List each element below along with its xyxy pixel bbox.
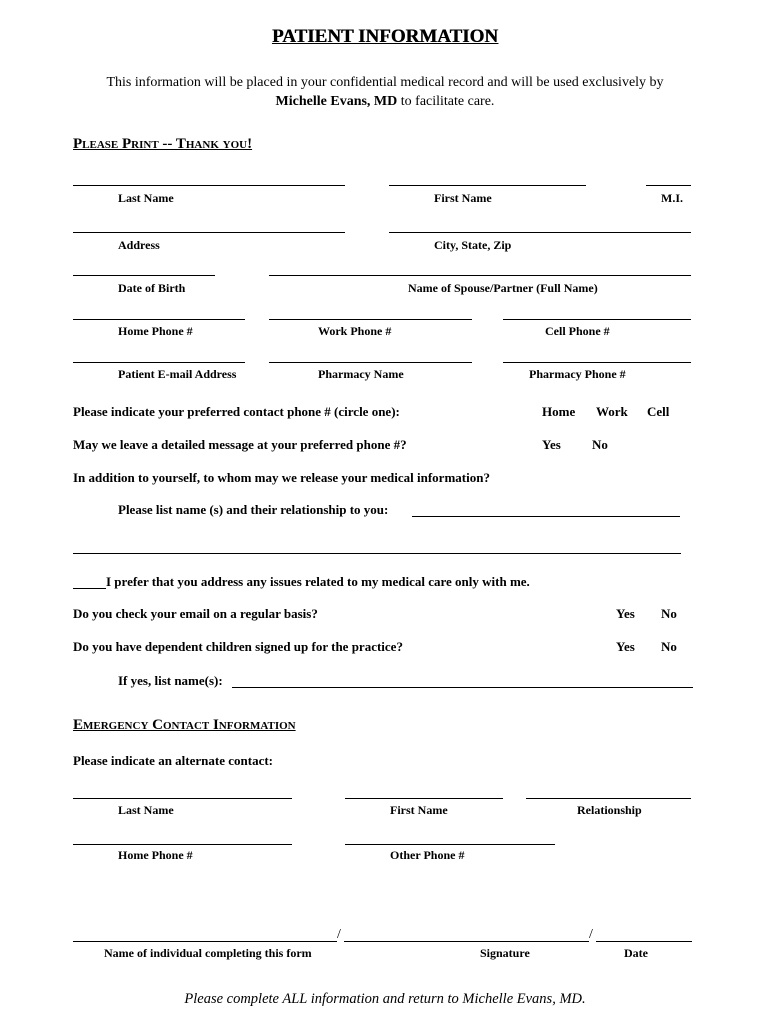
signature-field[interactable] (344, 941, 589, 942)
release-names-field-2[interactable] (73, 553, 681, 554)
home-phone-field[interactable] (73, 319, 245, 320)
doctor-name: Michelle Evans, MD (275, 94, 398, 109)
pharmacy-name-field[interactable] (269, 362, 472, 363)
alternate-contact-prompt: Please indicate an alternate contact: (73, 753, 274, 768)
children-names-field[interactable] (232, 687, 693, 688)
footer-instruction: Please complete ALL information and return to Michelle Evans, MD. (184, 991, 586, 1007)
intro-line2: to facilitate care. (397, 94, 495, 109)
pharmacy-phone-label: Pharmacy Phone # (529, 367, 626, 381)
emergency-other-phone-label: Other Phone # (390, 848, 465, 862)
signature-separator-2: / (589, 927, 593, 942)
leave-message-no[interactable]: No (592, 437, 608, 452)
email-field[interactable] (73, 362, 245, 363)
prefer-only-me-statement: I prefer that you address any issues related to my medical care only with me. (106, 574, 530, 589)
check-email-question: Do you check your email on a regular basis? (73, 606, 318, 621)
dependent-children-no[interactable]: No (661, 639, 677, 654)
emergency-relationship-label: Relationship (577, 803, 642, 817)
signature-separator-1: / (337, 927, 341, 942)
signature-label: Signature (480, 946, 530, 960)
last-name-label: Last Name (118, 191, 174, 205)
dependent-children-yes[interactable]: Yes (616, 639, 635, 654)
date-field[interactable] (596, 941, 692, 942)
intro-line1: This information will be placed in your confidential medical record and will be used exclusively by (106, 75, 664, 90)
completer-name-label: Name of individual completing this form (104, 946, 312, 960)
mi-label: M.I. (661, 191, 683, 205)
check-email-no[interactable]: No (661, 606, 677, 621)
first-name-field[interactable] (389, 185, 586, 186)
city-state-zip-label: City, State, Zip (434, 238, 512, 252)
spouse-label: Name of Spouse/Partner (Full Name) (408, 281, 598, 295)
date-label: Date (624, 946, 648, 960)
release-names-field[interactable] (412, 516, 680, 517)
option-work[interactable]: Work (596, 404, 628, 419)
email-label: Patient E-mail Address (118, 367, 237, 381)
prefer-only-me-blank[interactable] (73, 588, 106, 589)
address-field[interactable] (73, 232, 345, 233)
last-name-field[interactable] (73, 185, 345, 186)
check-email-yes[interactable]: Yes (616, 606, 635, 621)
pharmacy-phone-field[interactable] (503, 362, 691, 363)
leave-message-yes[interactable]: Yes (542, 437, 561, 452)
work-phone-label: Work Phone # (318, 324, 392, 338)
leave-message-question: May we leave a detailed message at your preferred phone #? (73, 437, 407, 452)
section-emergency: Emergency Contact Information (73, 717, 296, 733)
form-title: PATIENT INFORMATION (271, 26, 499, 47)
pharmacy-name-label: Pharmacy Name (318, 367, 404, 381)
intro-text (0, 73, 770, 111)
option-home[interactable]: Home (542, 404, 576, 419)
dob-field[interactable] (73, 275, 215, 276)
dependent-children-question: Do you have dependent children signed up for the practice? (73, 639, 403, 654)
cell-phone-field[interactable] (503, 319, 691, 320)
address-label: Address (118, 238, 160, 252)
emergency-home-phone-field[interactable] (73, 844, 292, 845)
dob-label: Date of Birth (118, 281, 186, 295)
emergency-first-name-field[interactable] (345, 798, 503, 799)
list-names-prompt: Please list name (s) and their relationship to you: (118, 502, 389, 517)
city-state-zip-field[interactable] (389, 232, 691, 233)
if-yes-prompt: If yes, list name(s): (118, 673, 223, 688)
release-info-question: In addition to yourself, to whom may we release your medical information? (73, 470, 490, 485)
first-name-label: First Name (434, 191, 492, 205)
emergency-last-name-field[interactable] (73, 798, 292, 799)
section-please-print: Please Print -- Thank you! (73, 136, 253, 152)
emergency-relationship-field[interactable] (526, 798, 691, 799)
spouse-field[interactable] (269, 275, 691, 276)
option-cell[interactable]: Cell (647, 404, 670, 419)
emergency-home-phone-label: Home Phone # (118, 848, 193, 862)
emergency-last-name-label: Last Name (118, 803, 174, 817)
work-phone-field[interactable] (269, 319, 472, 320)
emergency-other-phone-field[interactable] (345, 844, 555, 845)
emergency-first-name-label: First Name (390, 803, 448, 817)
home-phone-label: Home Phone # (118, 324, 193, 338)
completer-name-field[interactable] (73, 941, 337, 942)
mi-field[interactable] (646, 185, 691, 186)
cell-phone-label: Cell Phone # (545, 324, 610, 338)
preferred-phone-question: Please indicate your preferred contact phone # (circle one): (73, 404, 400, 419)
